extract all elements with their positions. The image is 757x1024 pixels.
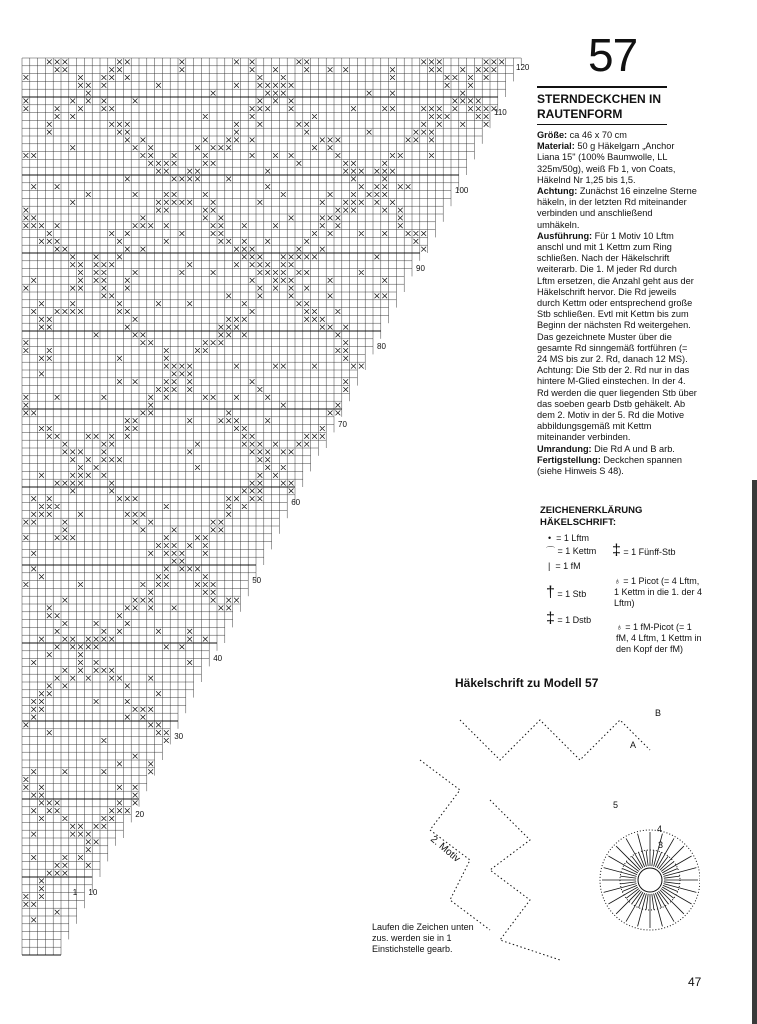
chart-row-label: 50 <box>252 576 262 585</box>
title-rule <box>537 86 667 88</box>
page-title: STERNDECKCHEN IN RAUTENFORM <box>537 92 662 121</box>
stitch-ray <box>616 846 640 870</box>
chart-row-label: 60 <box>291 498 301 507</box>
legend-item-lftm: • = 1 Lftm <box>548 533 589 543</box>
stitch-ray <box>646 850 648 866</box>
star-outline-left <box>420 760 490 930</box>
stitch-ray <box>646 894 648 910</box>
stitch-ray <box>652 850 654 866</box>
chart-row-label: 20 <box>135 810 145 819</box>
legend-item-dstb: ‡ = 1 Dstb <box>546 610 592 627</box>
scan-edge <box>752 480 757 1024</box>
stitch-ray <box>664 876 680 878</box>
diagram-label-motif2: 2. Motiv <box>428 833 462 865</box>
stitch-ray <box>664 882 680 884</box>
star-outline-top <box>460 720 650 760</box>
model-number: 57 <box>588 29 638 81</box>
desc-size: Größe: ca 46 x 70 cm <box>537 130 627 140</box>
legend-item-fm: | = 1 fM <box>548 561 581 571</box>
legend-item-picot: ♁ = 1 Picot (= 4 Lftm, 1 Kettm in die 1. der 4 Lftm) <box>614 576 703 608</box>
legend-item-fuenff-stb: ‡ = 1 Fünff-Stb <box>612 542 676 559</box>
legend-title: ZEICHENERKLÄRUNG HÄKELSCHRIFT: <box>540 505 643 528</box>
desc-finishing: Fertigstellung: Deckchen spannen (siehe Hinweis S 48). <box>537 454 683 477</box>
desc-attention: Achtung: Zunächst 16 einzelne Sterne häkeln, in der letzten Rd miteinander verbinden und anschließend umhäkeln. <box>537 186 697 230</box>
chart-row-label: 120 <box>516 63 530 72</box>
diagram-title: Häkelschrift zu Modell 57 <box>455 676 599 690</box>
desc-border: Umrandung: Die Rd A und B arb. <box>537 443 675 454</box>
desc-material: Material: 50 g Häkelgarn „Anchor Liana 15" (100% Baumwolle, LL 325m/50g), weiß Fb 1, von Coats, Häkelnd Nr 1,25 bis 1,5. <box>537 141 676 185</box>
chart-row-label: 40 <box>213 654 223 663</box>
legend-item-stb: † = 1 Stb <box>546 584 587 601</box>
motif-center <box>638 868 662 892</box>
chart-row-label: 30 <box>174 732 184 741</box>
stitch-ray <box>660 846 684 870</box>
diagram-label-b: B <box>655 708 662 718</box>
diagram-note: Laufen die Zeichen unten zus. werden sie in 1 Einstichstelle gearb. <box>372 922 474 954</box>
stitch-ray <box>652 894 654 910</box>
description <box>537 130 697 477</box>
diagram-label-5: 5 <box>613 800 619 810</box>
chart-row-label: 80 <box>377 342 386 351</box>
star-outline-motif2 <box>490 800 560 960</box>
diagram-label-4: 4 <box>657 824 663 834</box>
chart-row-label: 1 <box>72 888 78 897</box>
stitch-ray <box>620 876 636 878</box>
stitch-ray <box>620 882 636 884</box>
chart-row-label: 110 <box>494 108 507 117</box>
title-rule-bottom <box>537 124 667 125</box>
stitch-ray <box>660 890 684 914</box>
legend-item-fm-picot: ♁ = 1 fM-Picot (= 1 fM, 4 Lftm, 1 Kettm in den Kopf der fM) <box>616 622 702 654</box>
diagram-label-3: 3 <box>658 840 664 850</box>
legend-item-kettm: ⌒ = 1 Kettm <box>546 546 597 556</box>
page-number: 47 <box>688 975 702 989</box>
stitch-ray <box>616 890 640 914</box>
diagram-label-a: A <box>630 740 637 750</box>
motif-radial-stitches <box>602 832 698 928</box>
chart-row-label: 100 <box>455 186 469 195</box>
desc-instructions: Ausführung: Für 1 Motiv 10 Lftm anschl und mit 1 Kettm zum Ring schließen. Nach der Häkelschrift weiterarb. Die 1. M jeder Rd durch Lftm ersetzen, die Anzahl geht aus der Häkelschrift hervor. Die Rd jeweils durch Kettm oder entsprechend große Stb schließen. Evtl mit Kettm bis zum Beginn der nächsten Rd weitergehen. Das gezeichnete Muster über die gesamte Rd sinngemäß fortführen (= 24 MS bis zur 2. Rd, danach 12 MS). Achtung: Die Stb der 2. Rd nur in das hintere M-Glied einstechen. In der 4. Rd werden die quer liegenden Stb über das soeben gearb Dstb gehäkelt. Ab dem 2. Motiv in der 5. Rd die Motive abbildungsgemäß mit Kettm miteinander verbinden. <box>537 230 697 443</box>
chart-row-label: 70 <box>338 420 347 429</box>
chart-row-label: 90 <box>416 264 425 273</box>
chart-row-label: 10 <box>88 888 98 897</box>
